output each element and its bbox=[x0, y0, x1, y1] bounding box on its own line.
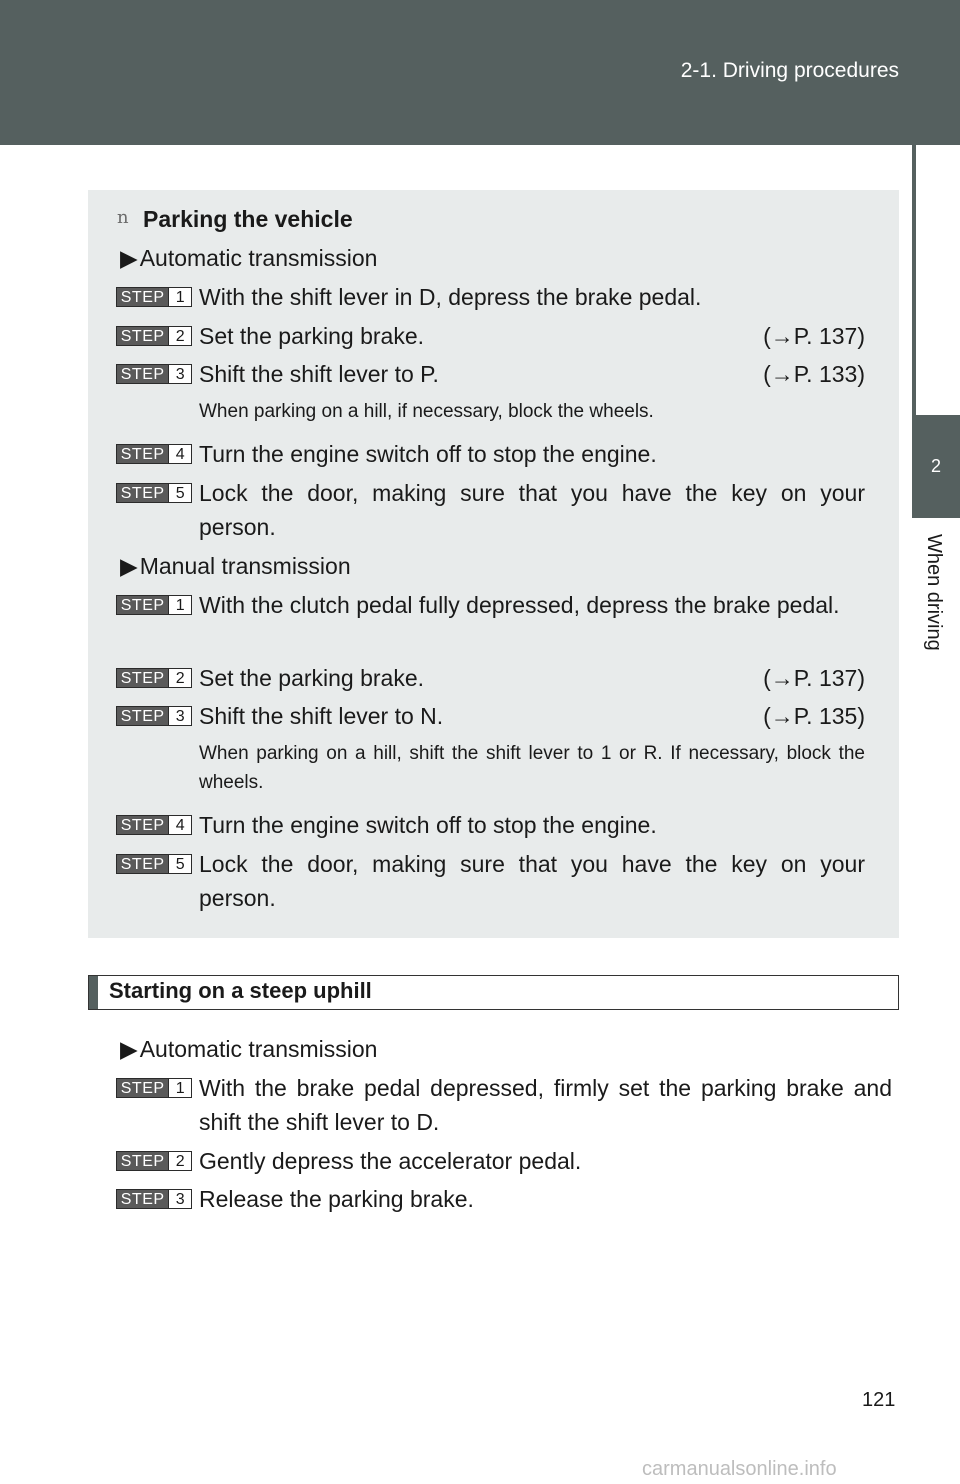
uphill-step-3-text: Release the parking brake. bbox=[199, 1186, 474, 1212]
manual-step-1-text: With the clutch pedal fully depressed, depress the brake pedal. bbox=[199, 592, 840, 618]
parking-heading: Parking the vehicle bbox=[143, 206, 353, 232]
step-badge: STEP 1 bbox=[116, 1078, 192, 1098]
uphill-auto-label: ▶Automatic transmission bbox=[120, 1032, 377, 1066]
manual-step-2-ref: (→P. 137) bbox=[763, 665, 865, 691]
side-tab-number: 2 bbox=[912, 415, 960, 518]
section-title: Starting on a steep uphill bbox=[109, 978, 372, 1003]
auto-step-3-text: Shift the shift lever to P. bbox=[199, 361, 439, 387]
auto-step-5-text: Lock the door, making sure that you have the key on your person. bbox=[199, 480, 865, 540]
step-badge: STEP 2 bbox=[116, 326, 192, 346]
triangle-icon: ▶ bbox=[120, 553, 138, 579]
triangle-icon: ▶ bbox=[120, 1036, 138, 1062]
section-accent bbox=[89, 976, 98, 1009]
uphill-step-1-text: With the brake pedal depressed, firmly set the parking brake and shift the shift lever to D. bbox=[199, 1075, 892, 1135]
auto-step-2-text: Set the parking brake. bbox=[199, 323, 425, 349]
auto-step-4-text: Turn the engine switch off to stop the engine. bbox=[199, 441, 657, 467]
square-bullet-icon: n bbox=[117, 207, 129, 228]
watermark: carmanualsonline.info bbox=[642, 1458, 837, 1480]
chapter-title: 2-1. Driving procedures bbox=[680, 59, 899, 82]
step-badge: STEP 5 bbox=[116, 854, 192, 874]
auto-note: When parking on a hill, if necessary, block the wheels. bbox=[199, 401, 654, 422]
manual-transmission-label: ▶Manual transmission bbox=[120, 549, 351, 583]
manual-step-3-ref: (→P. 135) bbox=[763, 703, 865, 729]
section-heading-bar bbox=[88, 975, 899, 1010]
auto-step-1-text: With the shift lever in D, depress the brake pedal. bbox=[199, 284, 702, 310]
manual-step-2-text: Set the parking brake. bbox=[199, 665, 425, 691]
manual-step-4-text: Turn the engine switch off to stop the engine. bbox=[199, 812, 657, 838]
page-header bbox=[0, 0, 960, 145]
step-badge: STEP 4 bbox=[116, 815, 192, 835]
step-badge: STEP 3 bbox=[116, 1189, 192, 1209]
step-badge: STEP 3 bbox=[116, 364, 192, 384]
step-badge: STEP 1 bbox=[116, 287, 192, 307]
auto-step-3-ref: (→P. 133) bbox=[763, 361, 865, 387]
side-tab-label: When driving bbox=[923, 534, 945, 651]
triangle-icon: ▶ bbox=[120, 245, 138, 271]
page-number: 121 bbox=[862, 1389, 896, 1411]
step-badge: STEP 1 bbox=[116, 595, 192, 615]
step-badge: STEP 5 bbox=[116, 483, 192, 503]
auto-transmission-label: ▶Automatic transmission bbox=[120, 241, 377, 275]
manual-step-5-text: Lock the door, making sure that you have the key on your person. bbox=[199, 851, 865, 911]
manual-step-3-text: Shift the shift lever to N. bbox=[199, 703, 444, 729]
step-badge: STEP 3 bbox=[116, 706, 192, 726]
uphill-step-2-text: Gently depress the accelerator pedal. bbox=[199, 1148, 582, 1174]
step-badge: STEP 2 bbox=[116, 668, 192, 688]
step-badge: STEP 4 bbox=[116, 444, 192, 464]
step-badge: STEP 2 bbox=[116, 1151, 192, 1171]
manual-note: When parking on a hill, shift the shift lever to 1 or R. If necessary, block the wheels. bbox=[199, 743, 865, 793]
auto-step-2-ref: (→P. 137) bbox=[763, 323, 865, 349]
